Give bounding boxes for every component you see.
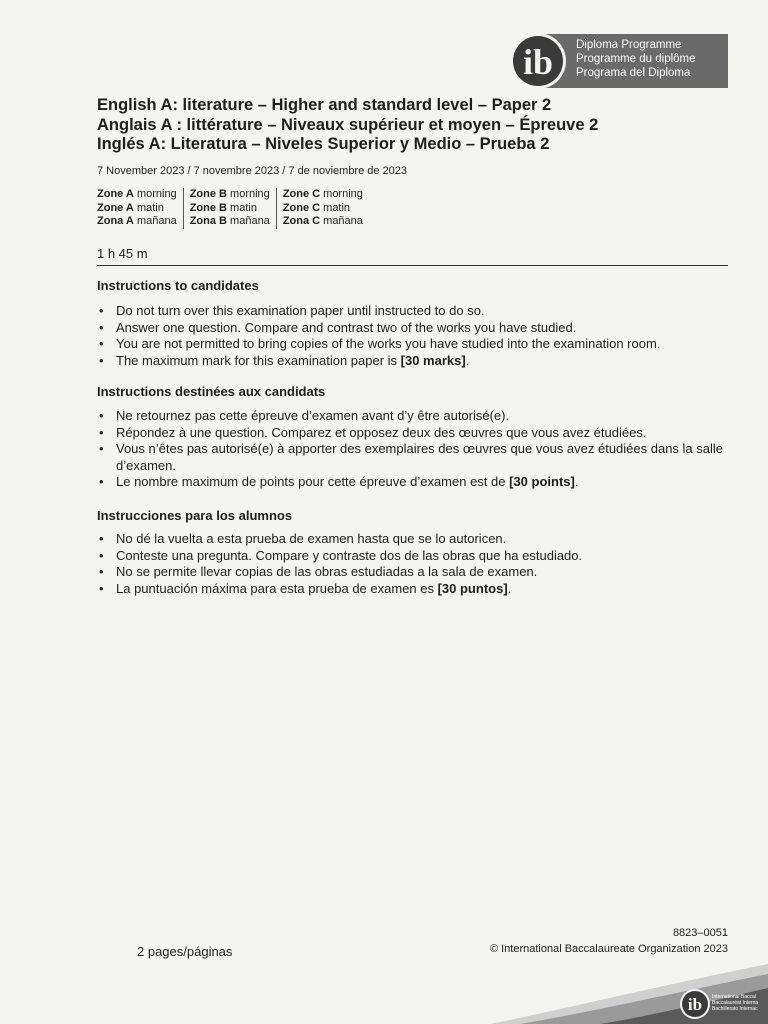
- list-item: • Ne retournez pas cette épreuve d’examen avant d’y être autorisé(e).: [97, 408, 737, 425]
- list-item: • Answer one question. Compare and contrast two of the works you have studied.: [97, 320, 737, 337]
- exam-duration: 1 h 45 m: [97, 246, 148, 261]
- list-item: • The maximum mark for this examination paper is [30 marks].: [97, 353, 737, 370]
- zone-column-a: [97, 188, 183, 229]
- zone-row: Zone A morning: [97, 188, 177, 200]
- zone-row: Zona A mañana: [97, 215, 177, 227]
- title-english: English A: literature – Higher and standard level – Paper 2: [97, 96, 552, 114]
- zone-table: [97, 188, 369, 229]
- zone-row: Zone B matin: [189, 201, 257, 214]
- instructions-heading-es: Instrucciones para los alumnos: [97, 508, 293, 523]
- exam-titles: [97, 96, 598, 155]
- divider: [97, 265, 728, 266]
- instructions-heading-en: Instructions to candidates: [97, 278, 259, 293]
- ib-programme-names: [576, 38, 696, 80]
- zone-column-c: [276, 188, 369, 229]
- svg-text:ib: ib: [687, 995, 703, 1014]
- footer-logo-line: International Baccal: [712, 994, 756, 1000]
- zone-row: Zone B morning: [189, 188, 270, 200]
- exam-date: 7 November 2023 / 7 novembre 2023 / 7 de noviembre de 2023: [97, 165, 408, 177]
- copyright-notice: © International Baccalaureate Organization 2023: [489, 943, 728, 955]
- list-item: • Do not turn over this examination paper until instructed to do so.: [97, 303, 737, 320]
- zone-row: Zona B mañana: [189, 215, 270, 227]
- list-item: • Conteste una pregunta. Compare y contraste dos de las obras que ha estudiado.: [97, 548, 737, 565]
- list-item: • You are not permitted to bring copies of the works you have studied into the examination room.: [97, 336, 737, 353]
- instructions-list-en: [97, 303, 737, 369]
- ib-programme-banner: [502, 30, 728, 92]
- programme-name-es: Programa del Diploma: [576, 67, 691, 79]
- instructions-list-es: [97, 531, 737, 597]
- list-item: • Répondez à une question. Comparez et opposez deux des œuvres que vous avez étudiées.: [97, 425, 737, 442]
- footer-logo-text: [712, 994, 758, 1012]
- list-item: • No dé la vuelta a esta prueba de examen hasta que se lo autoricen.: [97, 531, 737, 548]
- title-spanish: Inglés A: Literatura – Niveles Superior y Medio – Prueba 2: [97, 135, 550, 153]
- zone-row: Zone C morning: [282, 188, 363, 200]
- zone-row: Zona C mañana: [282, 215, 363, 227]
- ib-footer-logo-icon: [480, 960, 768, 1024]
- zone-row: Zone C matin: [282, 201, 351, 214]
- title-french: Anglais A : littérature – Niveaux supérieur et moyen – Épreuve 2: [97, 115, 599, 134]
- programme-name-en: Diploma Programme: [576, 39, 682, 51]
- programme-name-fr: Programme du diplôme: [576, 53, 696, 65]
- list-item: • No se permite llevar copias de las obras estudiadas a la sala de examen.: [97, 564, 737, 581]
- list-item: • Vous n’êtes pas autorisé(e) à apporter des exemplaires des œuvres que vous avez étudiées dans la salle d’examen.: [97, 441, 737, 474]
- svg-text:ib: ib: [522, 42, 554, 82]
- paper-code: 8823–0051: [672, 927, 728, 939]
- footer-logo-line: Baccalauréat Interna: [712, 1000, 759, 1006]
- list-item: • La puntuación máxima para esta prueba de examen es [30 puntos].: [97, 581, 737, 598]
- zone-row: Zone A matin: [97, 201, 164, 214]
- page-count: 2 pages/páginas: [137, 944, 233, 959]
- footer-logo-line: Bachillerato Internac: [712, 1006, 758, 1012]
- instructions-list-fr: [97, 408, 737, 491]
- list-item: • Le nombre maximum de points pour cette épreuve d’examen est de [30 points].: [97, 474, 737, 491]
- zone-column-b: [183, 188, 276, 229]
- instructions-heading-fr: Instructions destinées aux candidats: [97, 384, 326, 399]
